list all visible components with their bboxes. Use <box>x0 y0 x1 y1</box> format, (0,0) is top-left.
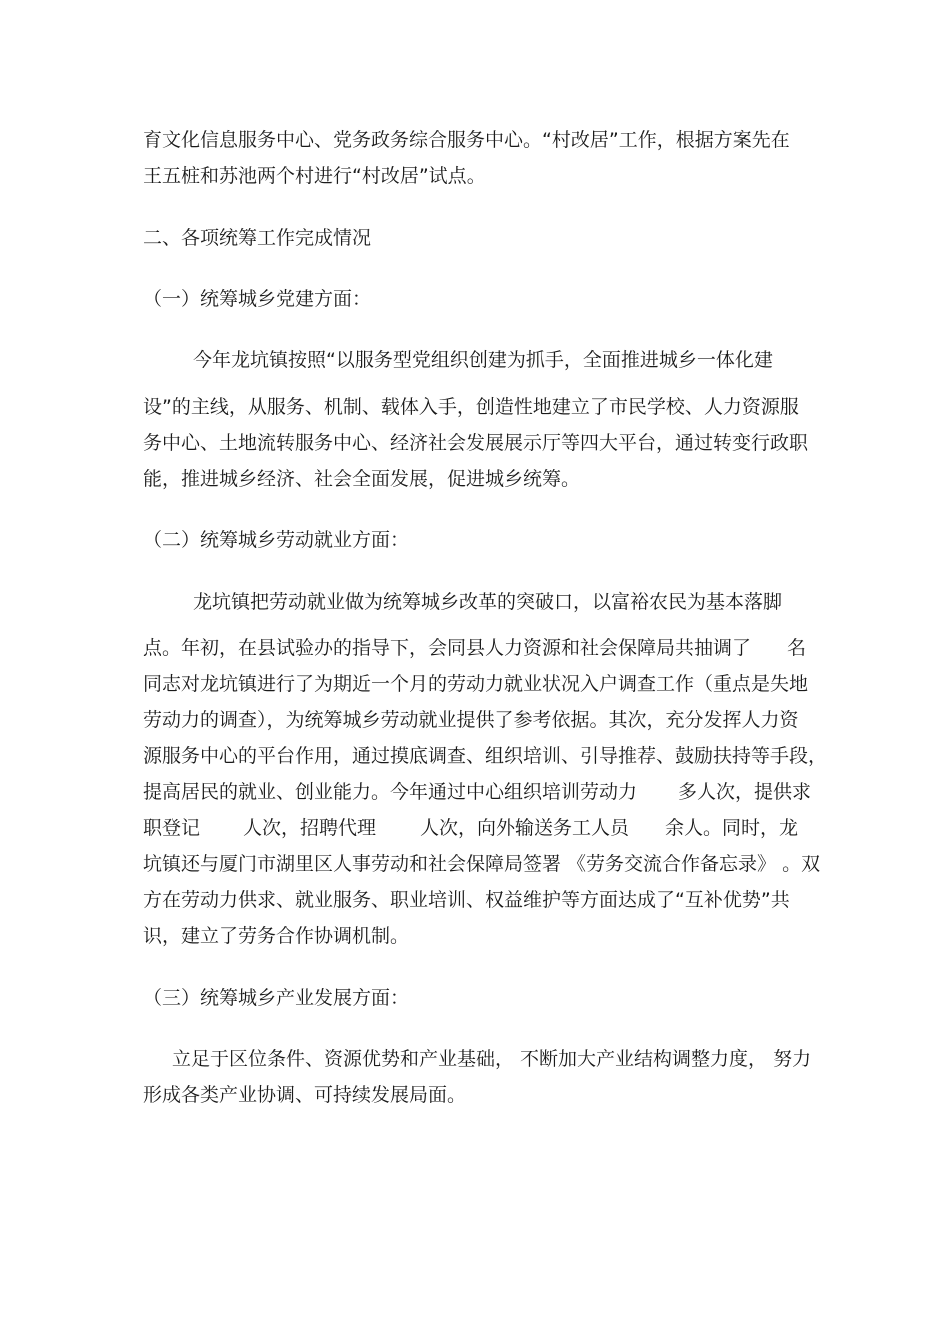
text: 点。年初，在县试验办的指导下，会同县人力资源和社会保障局共抽调了 <box>143 637 752 659</box>
paragraph-line <box>0 669 950 699</box>
text: 形成各类产业协调、可持续发展局面。 <box>143 1084 467 1106</box>
subsection-heading <box>0 525 950 555</box>
paragraph-line <box>0 428 950 458</box>
paragraph-line <box>0 705 950 735</box>
paragraph-line <box>0 741 950 771</box>
text: 坑镇还与厦门市湖里区人事劳动和社会保障局签署 《劳务交流合作备忘录》 。双 <box>143 853 821 875</box>
paragraph-line <box>0 464 950 494</box>
paragraph-line <box>0 161 950 191</box>
text: 识，建立了劳务合作协调机制。 <box>143 925 410 947</box>
text: 名 <box>787 637 807 659</box>
text: 方在劳动力供求、就业服务、职业培训、权益维护等方面达成了“互补优势”共 <box>143 889 790 911</box>
paragraph-line <box>0 777 950 807</box>
text: 龙坑镇把劳动就业做为统筹城乡改革的突破口，以富裕农民为基本落脚 <box>193 591 783 613</box>
paragraph-line <box>0 1044 950 1074</box>
heading-text: 二、各项统筹工作完成情况 <box>143 227 372 249</box>
paragraph-line <box>0 849 950 879</box>
text: 余人。同时，龙 <box>665 817 799 839</box>
text: 育文化信息服务中心、党务政务综合服务中心。“村改居”工作，根据方案先在 <box>143 129 790 151</box>
text: 源服务中心的平台作用，通过摸底调查、组织培训、引导推荐、鼓励扶持等手段， <box>143 745 828 767</box>
text: 王五桩和苏池两个村进行“村改居”试点。 <box>143 165 486 187</box>
text: 同志对龙坑镇进行了为期近一个月的劳动力就业状况入户调查工作（重点是失地 <box>143 673 809 695</box>
heading-text: （二）统筹城乡劳动就业方面： <box>143 529 410 551</box>
text: 立足于区位条件、资源优势和产业基础， 不断加大产业结构调整力度， 努力 <box>172 1048 812 1070</box>
text: 人次，招聘代理 <box>243 817 377 839</box>
paragraph-line <box>0 813 950 843</box>
text: 劳动力的调查），为统筹城乡劳动就业提供了参考依据。其次，充分发挥人力资 <box>143 709 799 731</box>
paragraph-line <box>0 921 950 951</box>
paragraph-line <box>0 633 950 663</box>
subsection-heading <box>0 284 950 314</box>
paragraph-line <box>0 1080 950 1110</box>
text: 提高居民的就业、创业能力。今年通过中心组织培训劳动力 <box>143 781 638 803</box>
text: 能，推进城乡经济、社会全面发展，促进城乡统筹。 <box>143 468 581 490</box>
text: 务中心、土地流转服务中心、经济社会发展展示厅等四大平台，通过转变行政职 <box>143 432 809 454</box>
text: 人次，向外输送务工人员 <box>420 817 630 839</box>
paragraph-line <box>0 125 950 155</box>
paragraph-line <box>0 345 950 375</box>
paragraph-line <box>0 587 950 617</box>
heading-text: （三）统筹城乡产业发展方面： <box>143 987 410 1009</box>
text: 今年龙坑镇按照“以服务型党组织创建为抓手，全面推进城乡一体化建 <box>193 349 773 371</box>
text: 职登记 <box>143 817 201 839</box>
heading-text: （一）统筹城乡党建方面： <box>143 288 372 310</box>
text: 多人次，提供求 <box>678 781 812 803</box>
paragraph-line <box>0 392 950 422</box>
section-heading <box>0 223 950 253</box>
subsection-heading <box>0 983 950 1013</box>
text: 设”的主线，从服务、机制、载体入手，创造性地建立了市民学校、人力资源服 <box>143 396 799 418</box>
paragraph-line <box>0 885 950 915</box>
